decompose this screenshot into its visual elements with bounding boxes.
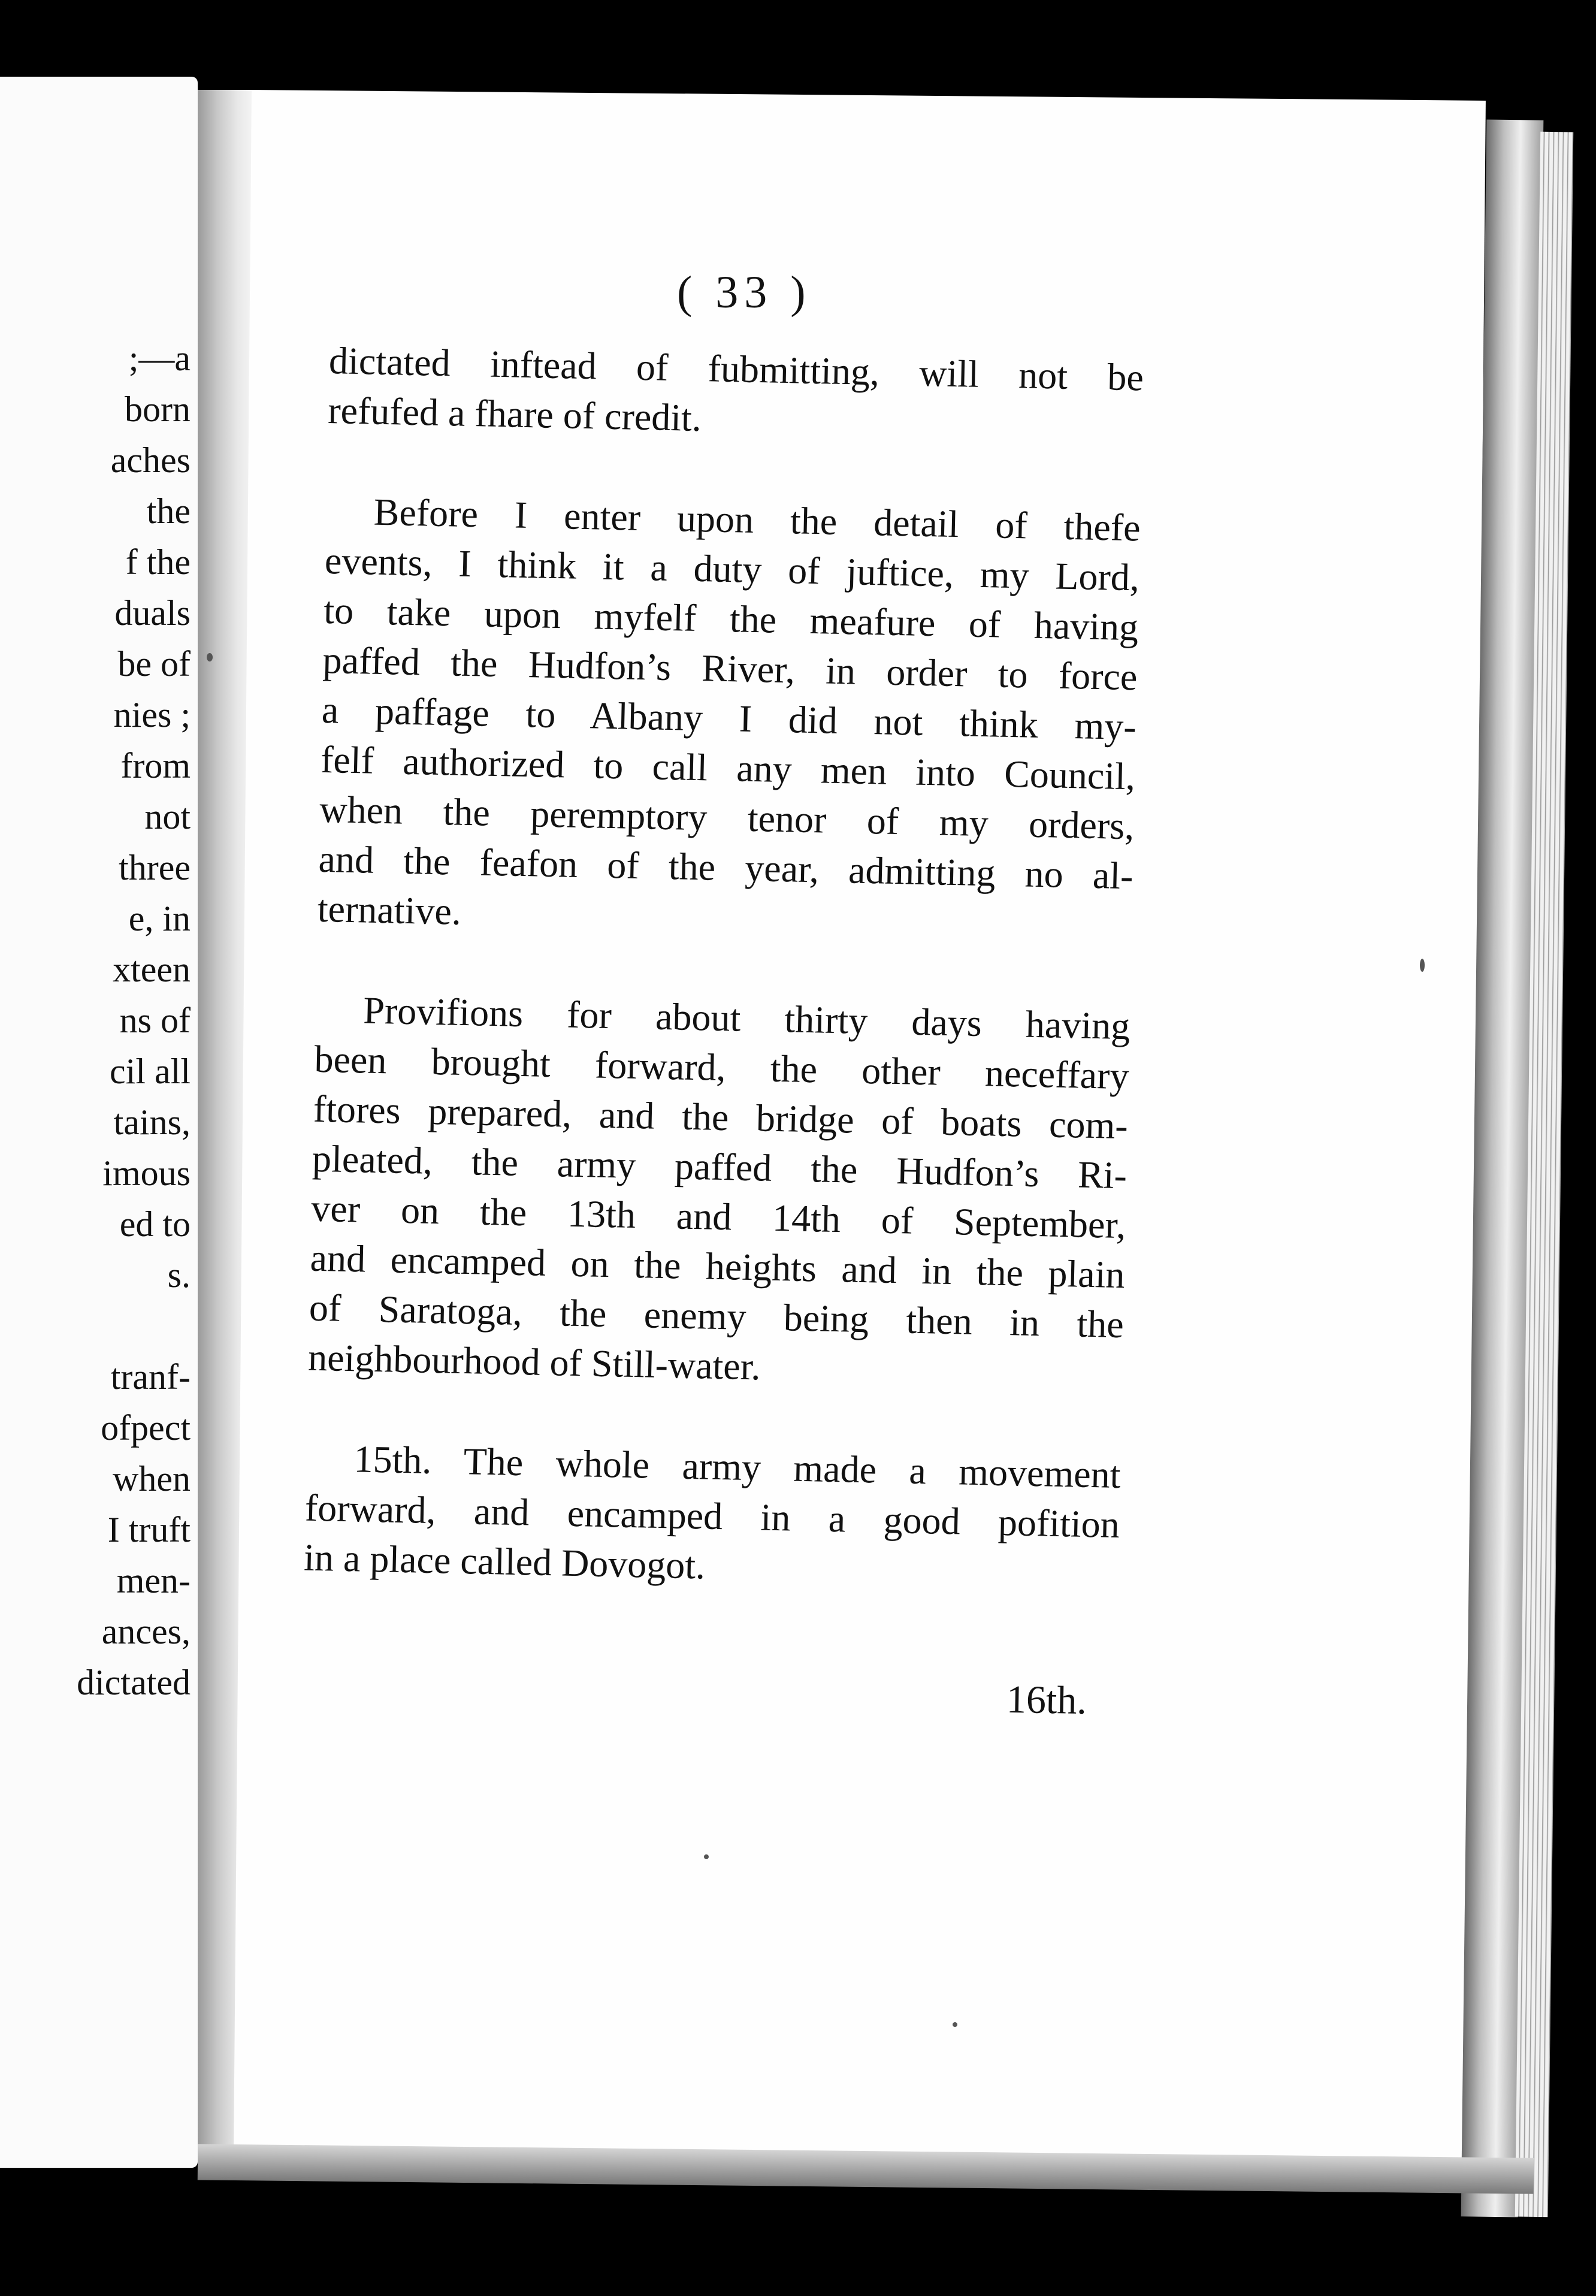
text-line: ternative. <box>317 887 462 933</box>
facing-page-line: men- <box>116 1561 191 1600</box>
text-line: pleated, the army paffed the Hudfon’s Ri- <box>312 1137 1128 1197</box>
paragraph <box>317 486 1141 950</box>
paper-speck <box>704 1854 709 1859</box>
facing-page-line: the <box>146 491 191 531</box>
facing-page-line: ances, <box>101 1612 191 1651</box>
text-line: been brought forward, the other neceffary <box>313 1037 1130 1098</box>
facing-page-line: from <box>120 746 191 786</box>
text-line: felf authorized to call any men into Council, <box>320 738 1136 798</box>
text-line: and encamped on the heights and in the plain <box>310 1236 1126 1297</box>
text-line: Provifions for about thirty days having <box>362 989 1130 1048</box>
page-number: ( 33 ) <box>677 267 812 318</box>
facing-page-line: three <box>119 848 191 887</box>
facing-page-line: f the <box>125 542 191 582</box>
text-line: 15th. The whole army made a movement <box>353 1437 1122 1497</box>
text-line: forward, and encamped in a good pofition <box>304 1486 1120 1546</box>
paper-speck <box>1420 959 1425 972</box>
facing-page-line: when <box>113 1459 191 1499</box>
text-line: dictated inftead of fubmitting, will not be <box>328 339 1144 399</box>
facing-page-line: be of <box>117 644 191 684</box>
text-line: in a place called Dovogot. <box>303 1536 706 1587</box>
text-line: a paffage to Albany I did not think my- <box>321 688 1137 748</box>
text-line: ver on the 13th and 14th of September, <box>310 1186 1126 1247</box>
text-line: events, I think it a duty of juftice, my Lord, <box>324 539 1140 599</box>
text-line: neighbourhood of Still-water. <box>307 1336 761 1388</box>
facing-page-line: e, in <box>128 899 191 938</box>
body-text <box>303 336 1144 1650</box>
facing-page-line: ;—a <box>128 339 191 378</box>
facing-page-line: dictated <box>77 1663 191 1702</box>
text-line: to take upon myfelf the meafure of having <box>323 588 1139 649</box>
facing-page-line: tains, <box>113 1102 191 1142</box>
paragraph <box>328 336 1144 452</box>
text-line: paffed the Hudfon’s River, in order to force <box>322 638 1138 699</box>
catchword: 16th. <box>1006 1677 1087 1723</box>
facing-page-line: born <box>125 389 191 429</box>
facing-page-line: tranf- <box>110 1357 191 1397</box>
facing-page-line: duals <box>114 593 191 633</box>
facing-page-line: imous <box>102 1153 191 1193</box>
facing-page-line: s. <box>167 1255 191 1295</box>
facing-page-line: ed to <box>119 1204 191 1244</box>
text-line: and the feafon of the year, admitting no al- <box>318 837 1134 898</box>
paragraph <box>307 984 1130 1399</box>
facing-page-line: cil all <box>110 1052 191 1091</box>
facing-page-line: ns of <box>119 1001 191 1040</box>
facing-page-line: not <box>144 797 191 836</box>
paper-speck <box>207 653 213 661</box>
text-line: refufed a fhare of credit. <box>327 388 702 440</box>
facing-page-line: ofpect <box>101 1408 191 1448</box>
facing-page-line: aches <box>110 440 191 480</box>
paper-speck <box>953 2022 957 2027</box>
facing-page-left <box>0 77 198 2168</box>
facing-page-line: xteen <box>113 950 191 989</box>
facing-page-line: I truft <box>107 1510 191 1549</box>
facing-page-line: nies ; <box>113 695 191 735</box>
text-line: ftores prepared, and the bridge of boats com- <box>313 1087 1129 1147</box>
text-line: of Saratoga, the enemy being then in the <box>309 1286 1125 1346</box>
text-line: Before I enter upon the detail of thefe <box>373 490 1141 549</box>
paragraph <box>303 1433 1121 1599</box>
text-line: when the peremptory tenor of my orders, <box>319 787 1135 848</box>
